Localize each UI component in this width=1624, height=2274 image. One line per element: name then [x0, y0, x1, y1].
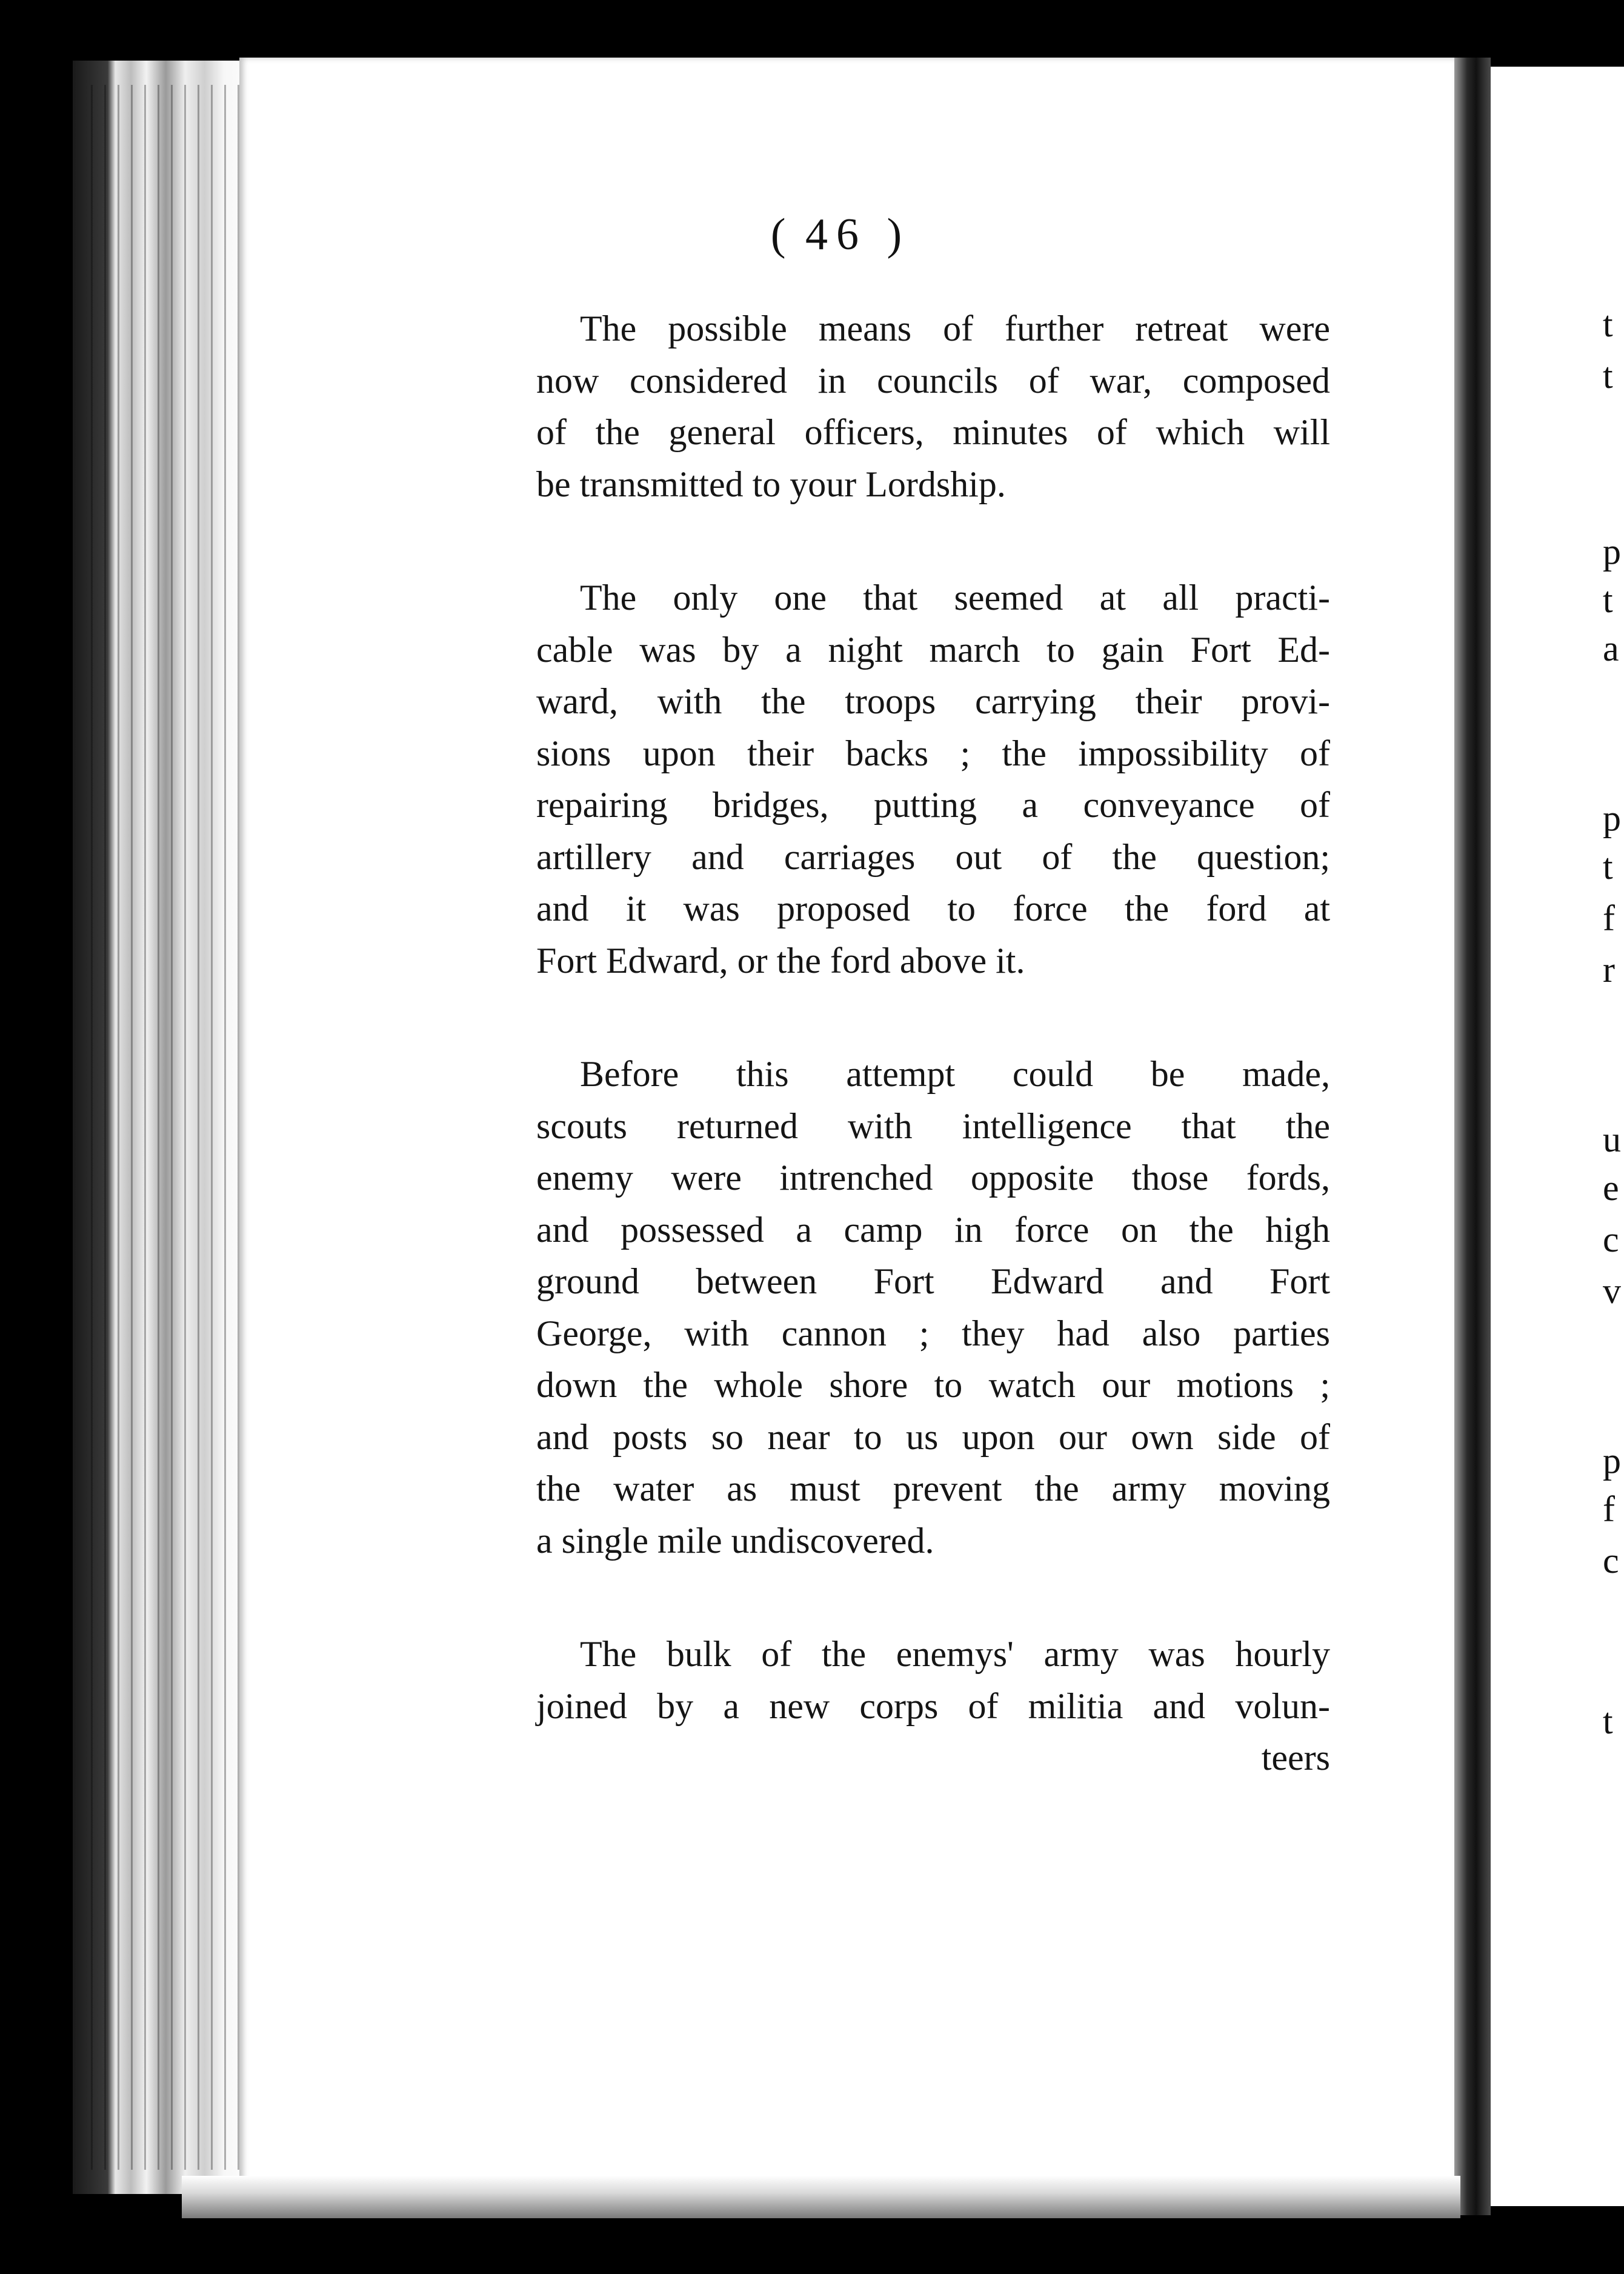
text-line: George, with cannon ; they had also parties — [536, 1313, 1330, 1353]
text-line: artillery and carriages out of the question; — [536, 836, 1330, 877]
text-line: be transmitted to your Lordship. — [536, 464, 1006, 504]
binding-page-edges — [91, 85, 242, 2170]
text-line: ward, with the troops carrying their provi- — [536, 681, 1330, 721]
text-line: ground between Fort Edward and Fort — [536, 1261, 1330, 1301]
body-text — [536, 303, 1330, 1784]
text-line: sions upon their backs ; the impossibility of — [536, 733, 1330, 773]
page-number: ( 46 ) — [770, 210, 902, 259]
facing-page-fragments — [1603, 0, 1624, 2274]
text-line: now considered in councils of war, composed — [536, 360, 1330, 401]
facing-fragment: c — [1603, 1219, 1619, 1259]
facing-fragment: e — [1603, 1168, 1619, 1208]
text-line: the water as must prevent the army moving — [536, 1469, 1330, 1509]
text-line: scouts returned with intelligence that the — [536, 1105, 1330, 1146]
facing-fragment: t — [1603, 847, 1613, 887]
facing-fragment: p — [1603, 798, 1621, 838]
page-number-value: 46 — [805, 210, 867, 259]
page-bottom-edge — [182, 2176, 1460, 2218]
text-line: The bulk of the enemys' army was hourly — [580, 1634, 1330, 1674]
book-gutter — [1454, 58, 1491, 2215]
facing-fragment: c — [1603, 1541, 1619, 1581]
text-line: a single mile undiscovered. — [536, 1520, 934, 1561]
facing-fragment: a — [1603, 629, 1619, 669]
facing-fragment: u — [1603, 1119, 1621, 1159]
text-line: Fort Edward, or the ford above it. — [536, 940, 1025, 981]
text-line: repairing bridges, putting a conveyance of — [536, 785, 1330, 825]
text-line: and it was proposed to force the ford at — [536, 889, 1330, 929]
facing-fragment: r — [1603, 950, 1615, 990]
facing-fragment: p — [1603, 532, 1621, 572]
facing-fragment: v — [1603, 1271, 1621, 1311]
paragraph-3 — [536, 1049, 1330, 1567]
text-line: The only one that seemed at all practi- — [580, 578, 1330, 618]
text-line: and posts so near to us upon our own side of — [536, 1416, 1330, 1457]
facing-fragment: t — [1603, 356, 1613, 396]
paragraph-1 — [536, 303, 1330, 510]
catchword: teers — [1261, 1738, 1330, 1778]
text-line: enemy were intrenched opposite those fords, — [536, 1158, 1330, 1198]
text-line: The possible means of further retreat were — [580, 308, 1330, 348]
text-line: and possessed a camp in force on the high — [536, 1209, 1330, 1250]
text-line: Before this attempt could be made, — [580, 1054, 1330, 1094]
facing-fragment: t — [1603, 304, 1613, 344]
text-line: down the whole shore to watch our motions ; — [536, 1365, 1330, 1405]
facing-fragment: t — [1603, 1701, 1613, 1741]
text-line: of the general officers, minutes of which will — [536, 412, 1330, 452]
paragraph-2 — [536, 572, 1330, 987]
facing-fragment: f — [1603, 1489, 1615, 1529]
facing-fragment: t — [1603, 580, 1613, 620]
facing-fragment: f — [1603, 898, 1615, 938]
facing-fragment: p — [1603, 1441, 1621, 1481]
paragraph-4 — [536, 1629, 1330, 1784]
text-line: joined by a new corps of militia and volun- — [536, 1685, 1330, 1726]
text-line: cable was by a night march to gain Fort Ed- — [536, 629, 1330, 670]
